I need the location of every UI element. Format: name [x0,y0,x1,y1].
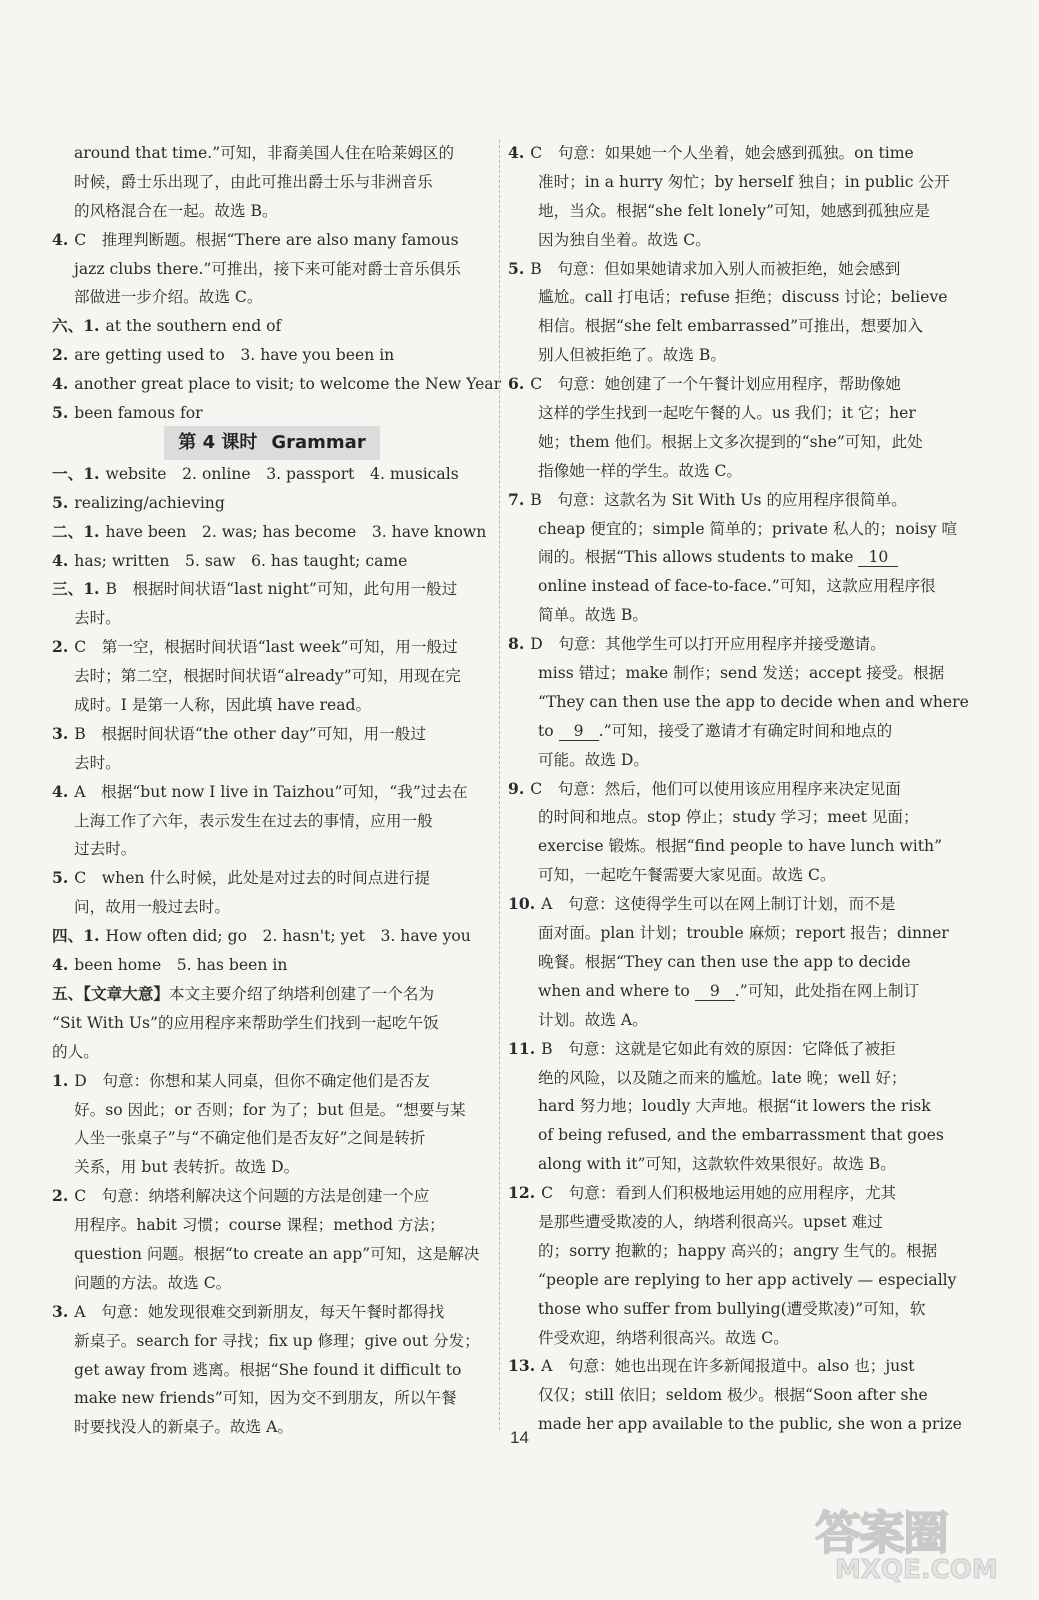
item-number: 11. [508,1038,536,1058]
item-number: 2. [52,345,69,365]
right-column [508,139,969,1439]
item-number: 4. [52,550,69,570]
item-number: 4. [508,143,525,162]
line-text: “They can then use the app to decide when and where [538,692,969,711]
item-number: 6. [508,374,525,394]
line-text: 这样的学生找到一起吃午餐的人。us 我们；it 它；her [538,404,916,423]
item-number: 3. [52,1301,69,1321]
line-text: B 根据时间状语“the other day”可知，用一般过 [74,724,426,743]
watermark-logo [815,1497,1030,1592]
text-line [508,1092,950,1121]
line-text: B 根据时间状语“last night”可知，此句用一般过 [105,580,458,599]
answer-item [52,399,492,428]
item-number: 4. [52,374,69,394]
lesson-heading [52,426,492,460]
text-line [508,1266,957,1295]
line-text: have been 2. was; has become 3. have known [105,522,487,541]
answer-item [52,1298,492,1327]
line-text: 是那些遭受欺凌的人，纳塔利很高兴。upset 难过 [538,1212,883,1231]
item-number: 5. [52,868,69,888]
line-text: A 句意：她发现很难交到新朋友，每天午餐时都得找 [74,1302,445,1321]
line-text: 时要找没人的新桌子。故选 A。 [74,1418,293,1437]
line-text: miss 错过；make 制作；send 发送；accept 接受。根据 [538,664,945,683]
line-text: C 句意：如果她一个人坐着，她会感到孤独。on time [530,144,914,162]
column-divider [499,140,500,1430]
text-line [52,168,492,197]
text-line [508,168,950,197]
text-line [508,659,950,688]
line-text: 简单。故选 B。 [538,606,648,625]
line-text: B 句意：但如果她请求加入别人而被拒绝，她会感到 [530,259,901,278]
answer-item [508,139,950,168]
line-text: 晚餐。根据“They can then use the app to decide [538,952,911,971]
line-text: 去时；第二空，根据时间状语“already”可知，用现在完 [74,667,461,686]
lesson-heading-label [164,426,379,460]
answer-item [52,864,492,893]
answer-item [52,226,492,255]
line-text: 问题的方法。故选 C。 [74,1273,232,1292]
line-text: “Sit With Us”的应用程序来帮助学生们找到一起吃午饭 [52,1013,439,1032]
line-text: 准时；in a hurry 匆忙；by herself 独自；in public 公开 [538,172,950,191]
line-text: 地，当众。根据“she felt lonely”可知，她感到孤独应是 [538,201,930,220]
text-line [508,948,950,977]
text-line [508,226,950,255]
line-text: A 句意：这使得学生可以在网上制订计划，而不是 [541,895,896,914]
text-line [508,1237,950,1266]
text-line [52,1211,492,1240]
text-line [508,832,950,861]
item-number: 1. [83,521,100,541]
text-line [52,139,492,168]
line-text: to [538,721,554,740]
line-text: 可知，一起吃午餐需要大家见面。故选 C。 [538,866,836,885]
text-line [52,1009,492,1038]
line-text: 部做进一步介绍。故选 C。 [74,288,263,307]
item-number: 7. [508,489,525,509]
line-text: 指像她一样的学生。故选 C。 [538,461,743,480]
line-text: C 第一空，根据时间状语“last week”可知，用一般过 [74,638,458,657]
answer-item [508,775,950,804]
line-text: along with it”可知，这款软件效果很好。故选 B。 [538,1155,896,1174]
line-text: 面对面。plan 计划；trouble 麻烦；report 报告；dinner [538,924,949,943]
line-text: make new friends”可知，因为交不到朋友，所以午餐 [74,1389,457,1408]
answer-item [52,778,492,807]
text-line [52,691,492,720]
line-text: 的人。 [52,1042,99,1061]
line-text: D 句意：你想和某人同桌，但你不确定他们是否友 [74,1071,430,1090]
text-line [52,807,492,836]
line-text: has; written 5. saw 6. has taught; came [74,551,408,570]
text-line [508,197,950,226]
line-text: 用程序。habit 习惯；course 课程；method 方法； [74,1216,445,1235]
section-marker: 三、 [52,579,84,599]
section-marker: 二、 [52,521,84,541]
line-text: 去时。 [74,753,121,772]
text-line [52,604,492,633]
item-number: 2. [52,637,69,657]
item-number: 5. [52,403,69,423]
line-text: those who suffer from bullying(遭受欺凌)”可知，软 [538,1299,926,1318]
answer-item [508,370,950,399]
text-line [508,1324,950,1353]
answer-item [52,1067,492,1096]
line-text: C when 什么时候，此处是对过去的时间点进行提 [74,869,431,888]
line-text: when and where to [538,981,690,1000]
item-number: 9. [508,778,525,798]
line-text: cheap 便宜的；simple 简单的；private 私人的；noisy 喧 [538,519,958,538]
item-number: 1. [83,926,100,946]
line-text: been home 5. has been in [74,956,288,975]
line-text: 尴尬。call 打电话；refuse 拒绝；discuss 讨论；believe [538,288,948,307]
line-text: realizing/achieving [74,493,225,512]
answer-item [508,630,950,659]
line-text: C 句意：纳塔利解决这个问题的方法是创建一个应 [74,1187,430,1206]
text-line [508,283,950,312]
line-text: question 问题。根据“to create an app”可知，这是解决 [74,1244,480,1263]
line-text: C 推理判断题。根据“There are also many famous [74,230,459,249]
line-text: made her app available to the public, she won a prize [538,1415,962,1434]
line-text: 闹的。根据“This allows students to make [538,548,854,567]
page-number: 14 [510,1428,529,1447]
line-text: “people are replying to her app actively — especially [538,1270,957,1289]
watermark-logo-text: 答案圈 [815,1506,947,1560]
text-line [52,1124,492,1153]
text-line [508,515,958,544]
text-line [508,1006,950,1035]
line-text-after: .”可知，接受了邀请才有确定时间和地点的 [598,721,893,740]
line-text: 件受欢迎，纳塔利很高兴。故选 C。 [538,1328,789,1347]
line-text: online instead of face-to-face.”可知，这款应用程序很 [538,577,936,596]
answer-item [52,341,492,370]
section-marker: 五、【文章大意】 [52,983,169,1003]
line-text: jazz clubs there.”可推出，接下来可能对爵士音乐俱乐 [74,259,461,278]
item-number: 4. [52,229,69,249]
line-text: C 句意：然后，他们可以使用该应用程序来决定见面 [530,779,901,798]
line-text: 关系，用 but 表转折。故选 D。 [74,1158,300,1177]
answer-item [52,489,492,518]
text-line [52,1038,492,1067]
line-text: 的；sorry 抱歉的；happy 高兴的；angry 生气的。根据 [538,1241,938,1260]
text-line [508,688,969,717]
line-text: 去时。 [74,609,121,628]
line-text: exercise 锻炼。根据“find people to have lunch with” [538,837,943,856]
line-text: A 根据“but now I live in Taizhou”可知，“我”过去在 [74,782,468,801]
answer-item [52,1182,492,1211]
line-text: 绝的风险，以及随之而来的尴尬。late 晚；well 好； [538,1068,907,1087]
text-line [52,1096,492,1125]
line-text: C 句意：她创建了一个午餐计划应用程序，帮助像她 [530,375,901,394]
text-line [52,1384,492,1413]
text-line [508,457,950,486]
fill-blank: 9 [559,722,599,741]
line-text: 别人但被拒绝了。故选 B。 [538,346,726,365]
text-line [508,1064,950,1093]
answer-item [52,547,492,576]
answer-item [52,720,492,749]
answer-item [52,518,492,547]
item-number: 12. [508,1183,536,1203]
line-text: 人坐一张桌子”与“不确定他们是否友好”之间是转折 [74,1129,426,1148]
text-line [52,662,492,691]
answer-item [52,575,492,604]
answer-item [508,1352,950,1381]
watermark-url: MXQE.COM [835,1555,998,1585]
line-text: another great place to visit; to welcome the New Year [74,375,502,394]
lesson-topic: Grammar [271,431,366,453]
text-line [52,1153,492,1182]
text-line [508,977,950,1006]
item-number: 8. [508,634,525,654]
text-line [52,1356,492,1385]
line-text: 问，故用一般过去时。 [74,898,230,917]
line-text: get away from 逃离。根据“She found it difficult to [74,1360,462,1379]
text-line [508,1150,950,1179]
item-number: 1. [83,579,100,599]
line-text: B 句意：这款名为 Sit With Us 的应用程序很简单。 [530,490,907,509]
line-text: hard 努力地；loudly 大声地。根据“it lowers the risk [538,1097,931,1116]
line-text: 她；them 他们。根据上文多次提到的“she”可知，此处 [538,432,923,451]
answer-item [52,951,492,980]
text-line [52,893,492,922]
line-text: website 2. online 3. passport 4. musicals [105,464,459,483]
line-text: 新桌子。search for 寻找；fix up 修理；give out 分发； [74,1331,480,1350]
line-text: 计划。故选 A。 [538,1010,648,1029]
answer-item [52,312,492,341]
answer-item [52,922,492,951]
text-line [52,1240,492,1269]
fill-blank: 10 [858,548,898,567]
item-number: 5. [52,492,69,512]
answer-item [508,255,950,284]
text-line [508,312,950,341]
text-line [52,835,492,864]
line-text: at the southern end of [105,317,282,336]
text-line [52,980,492,1009]
line-text: are getting used to 3. have you been in [74,346,395,365]
answer-item [508,1035,950,1064]
item-number: 1. [83,463,100,483]
line-text: of being refused, and the embarrassment that goes [538,1126,944,1145]
answer-item [52,633,492,662]
text-line [508,1381,950,1410]
line-text: been famous for [74,404,203,423]
line-text: 本文主要介绍了纳塔利创建了一个名为 [168,984,435,1003]
line-text: 过去时。 [74,840,137,859]
line-text: 可能。故选 D。 [538,750,650,769]
fill-blank: 9 [695,982,735,1001]
text-line [508,428,950,457]
line-text: 时候，爵士乐出现了，由此可推出爵士乐与非洲音乐 [74,172,433,191]
text-line [508,1295,950,1324]
line-text: How often did; go 2. hasn't; yet 3. have you [105,927,471,946]
text-line [52,197,492,226]
line-text: 仅仅；still 依旧；seldom 极少。根据“Soon after she [538,1386,928,1405]
left-column [52,139,502,1442]
text-line [52,283,492,312]
text-line [508,543,950,572]
text-line [508,919,950,948]
lesson-number: 第 4 课时 [178,431,258,453]
line-text: 相信。根据“she felt embarrassed”可推出，想要加入 [538,317,923,336]
text-line [52,749,492,778]
answer-item [52,370,502,399]
item-number: 2. [52,1186,69,1206]
section-marker: 四、 [52,926,84,946]
item-number: 10. [508,894,536,914]
item-number: 1. [52,1070,69,1090]
line-text: 好。so 因此；or 否则；for 为了；but 但是。“想要与某 [74,1100,466,1119]
text-line [52,1327,492,1356]
answer-item [52,460,492,489]
line-text: 因为独自坐着。故选 C。 [538,230,711,249]
answer-item [508,486,950,515]
text-line [508,803,950,832]
text-line [508,861,950,890]
text-line [508,717,950,746]
text-line [52,1269,492,1298]
line-text: 的风格混合在一起。故选 B。 [74,201,278,220]
line-text: around that time.”可知，非裔美国人住在哈莱姆区的 [74,144,455,162]
section-marker: 一、 [52,463,84,483]
answer-item [508,1179,950,1208]
text-line [508,746,950,775]
text-line [508,601,950,630]
line-text: 上海工作了六年，表示发生在过去的事情，应用一般 [74,811,433,830]
item-number: 1. [83,316,100,336]
line-text: A 句意：她也出现在许多新闻报道中。also 也；just [541,1357,915,1376]
item-number: 3. [52,723,69,743]
item-number: 5. [508,258,525,278]
item-number: 13. [508,1356,536,1376]
line-text: 的时间和地点。stop 停止；study 学习；meet 见面； [538,808,919,827]
text-line [52,255,492,284]
line-text: C 句意：看到人们积极地运用她的应用程序，尤其 [541,1184,897,1203]
line-text: 成时。I 是第一人称，因此填 have read。 [74,696,372,715]
line-text-after: .”可知，此处指在网上制订 [734,981,920,1000]
item-number: 4. [52,781,69,801]
text-line [508,341,950,370]
text-line [508,1208,950,1237]
line-text: B 句意：这就是它如此有效的原因：它降低了被拒 [541,1039,896,1058]
text-line [508,572,950,601]
answer-item [508,890,950,919]
text-line [508,399,950,428]
text-line [508,1121,950,1150]
section-marker: 六、 [52,316,84,336]
line-text: D 句意：其他学生可以打开应用程序并接受邀请。 [530,635,886,654]
item-number: 4. [52,955,69,975]
